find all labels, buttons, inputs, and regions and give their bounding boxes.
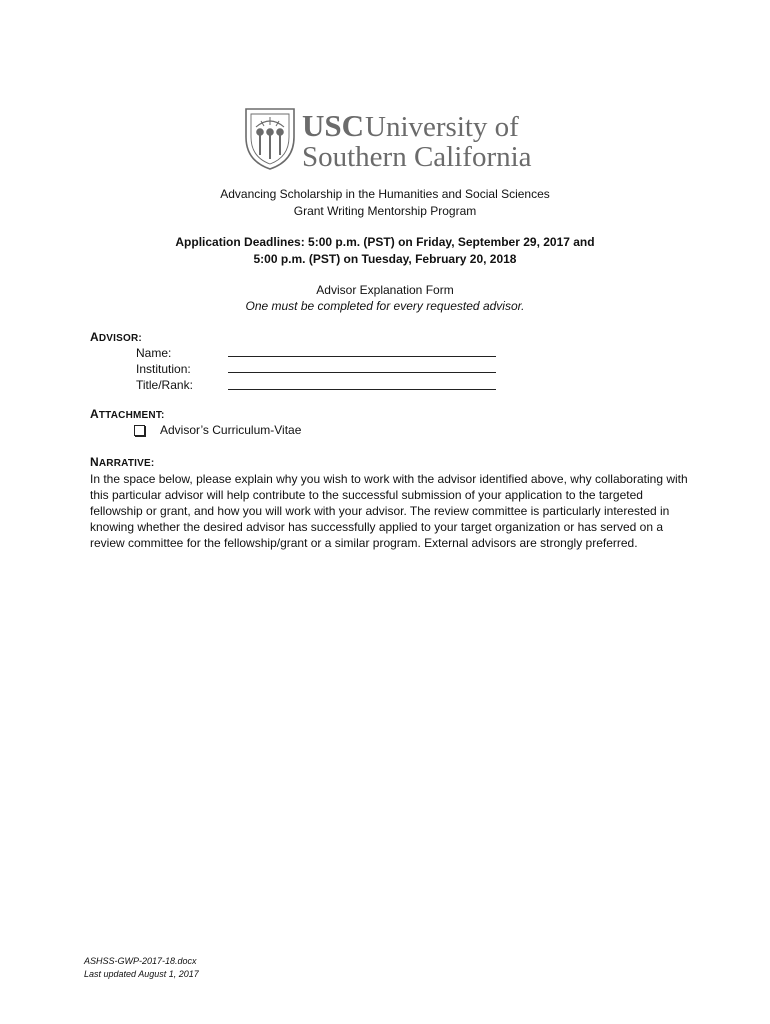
narrative-heading-rest: ARRATIVE:	[98, 458, 155, 469]
narrative-heading-cap: N	[90, 455, 99, 469]
usc-seal-icon	[246, 109, 294, 169]
usc-logo	[244, 105, 544, 171]
form-title: Advisor Explanation Form	[316, 283, 454, 297]
footer-filename: ASHSS-GWP-2017-18.docx	[84, 956, 197, 966]
advisor-heading-rest: DVISOR:	[98, 333, 142, 344]
usc-logo-graphic	[244, 105, 544, 171]
deadline-line-1: Application Deadlines: 5:00 p.m. (PST) on Friday, September 29, 2017 and	[175, 235, 595, 249]
name-field[interactable]	[228, 356, 496, 357]
form-subtitle: One must be completed for every requested advisor.	[245, 299, 525, 313]
attachment-heading	[90, 407, 165, 421]
title-rank-field[interactable]	[228, 389, 496, 390]
logo-usc-text: USC	[302, 108, 365, 143]
logo-line1-text: University of	[365, 111, 519, 143]
institution-label: Institution:	[136, 362, 191, 376]
name-label: Name:	[136, 346, 172, 360]
cv-checkbox[interactable]	[134, 425, 145, 436]
advisor-heading	[90, 330, 142, 344]
logo-line2-text: Southern California	[302, 141, 532, 171]
narrative-heading	[90, 455, 154, 469]
narrative-instructions: In the space below, please explain why you wish to work with the advisor identified above, why collaborating with this particular advisor will help contribute to the successful submission of your application to the targeted fellowship or grant, and how you will work with your advisor. The review committee is particularly interested in knowing whether the desired advisor has successfully applied to your target organization or has served on a review committee for the fellowship/grant or a similar program. External advisors are strongly preferred.	[90, 472, 688, 550]
advisor-heading-cap: A	[90, 330, 99, 344]
title-rank-label: Title/Rank:	[136, 378, 193, 392]
institution-field[interactable]	[228, 372, 496, 373]
footer-updated: Last updated August 1, 2017	[84, 969, 199, 979]
attachment-heading-cap: A	[90, 407, 99, 421]
program-line-2: Grant Writing Mentorship Program	[293, 204, 477, 218]
cv-attachment-label: Advisor’s Curriculum-Vitae	[160, 423, 302, 437]
program-line-1: Advancing Scholarship in the Humanities and Social Sciences	[220, 187, 550, 201]
attachment-heading-rest: TTACHMENT:	[98, 410, 165, 421]
deadline-line-2: 5:00 p.m. (PST) on Tuesday, February 20, 2018	[253, 252, 517, 266]
